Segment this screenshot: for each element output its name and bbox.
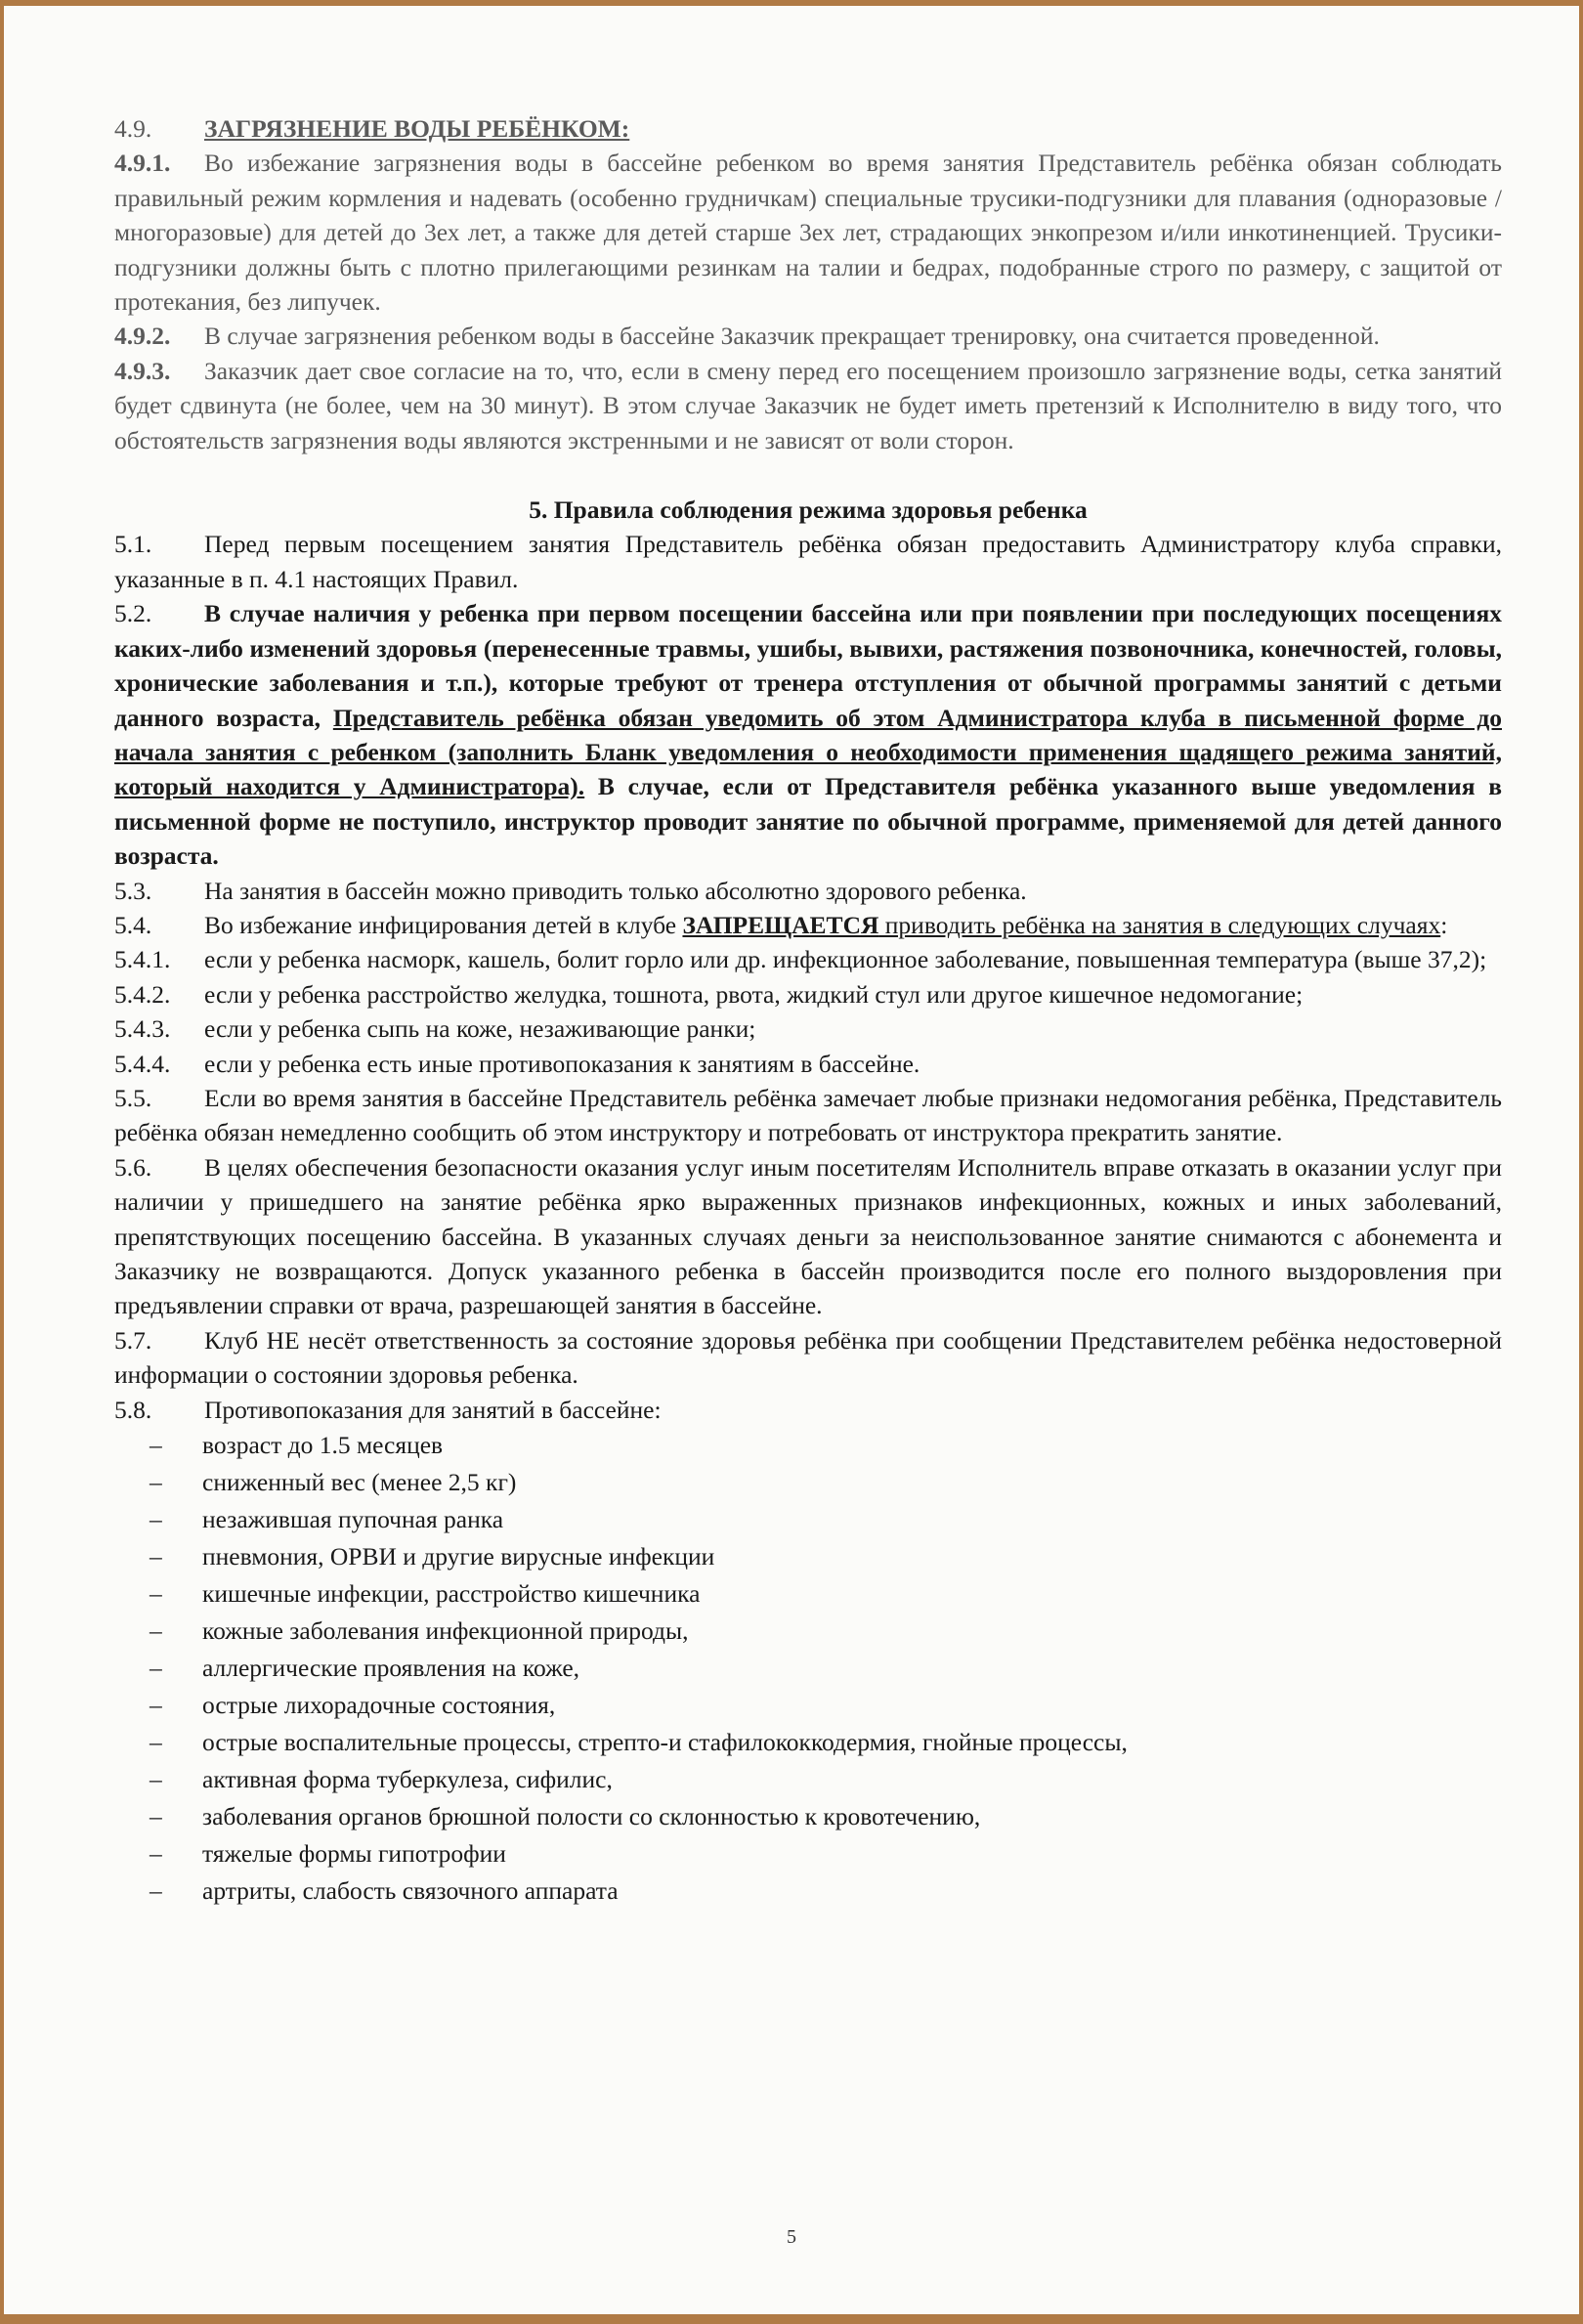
list-item-text: аллергические проявления на коже,	[202, 1654, 580, 1683]
clause-number: 5.6.	[114, 1152, 152, 1182]
document-body	[114, 111, 1502, 1910]
clause-4-9-1	[114, 146, 1502, 319]
clause-number: 5.4.4.	[114, 1049, 171, 1078]
dash-bullet: –	[150, 1579, 162, 1609]
clause-text: если у ребенка сыпь на коже, незаживающие ранки;	[204, 1014, 756, 1044]
list-item	[150, 1761, 1502, 1798]
dash-bullet: –	[150, 1468, 162, 1497]
clause-5-8	[114, 1393, 1502, 1427]
list-item	[150, 1650, 1502, 1687]
dash-bullet: –	[150, 1616, 162, 1646]
clause-text: Во избежание загрязнения воды в бассейне ребенком во время занятия Представитель ребёнка обязан соблюдать правильный режим кормления и надевать (особенно грудничкам) специальные трусики-подгузники для плавания (одноразовые / многоразовые) для детей до 3ех лет, а также для детей старше 3ех лет, страдающих энкопрезом и/или инкотиненцией. Трусики-подгузники должны быть с плотно прилегающими резинкам на талии и бедрах, подобранные строго по размеру, с защитой от протекания, без липучек.	[114, 149, 1502, 317]
clause-text: Если во время занятия в бассейне Представитель ребёнка замечает любые признаки недомогания ребёнка, Представитель ребёнка обязан немедленно сообщить об этом инструктору и потребовать от инструктора прекратить занятие.	[114, 1083, 1502, 1147]
clause-5-7	[114, 1323, 1502, 1393]
dash-bullet: –	[150, 1802, 162, 1831]
list-item	[150, 1464, 1502, 1501]
list-item-text: пневмония, ОРВИ и другие вирусные инфекции	[202, 1542, 715, 1571]
list-item	[150, 1687, 1502, 1724]
contraindications-list	[114, 1427, 1502, 1910]
dash-bullet: –	[150, 1765, 162, 1794]
dash-bullet: –	[150, 1728, 162, 1757]
page-number: 5	[787, 2226, 796, 2248]
dash-bullet: –	[150, 1505, 162, 1534]
clause-number: 5.5.	[114, 1083, 152, 1112]
clause-text: если у ребенка есть иные противопоказания к занятиям в бассейне.	[204, 1049, 920, 1078]
clause-text: В случае наличия у ребенка при первом посещении бассейна или при появлении при последующих посещениях каких-либо изменений здоровья (перенесенные травмы, ушибы, вывихи, растяжения позвоночника, конечностей, головы, хронические заболевания и т.п.), которые требуют от тренера отступления от обычной программы занятий с детьми данного возраста,	[114, 599, 1502, 732]
list-item-text: кожные заболевания инфекционной природы,	[202, 1616, 689, 1646]
clause-text-emphasis: ЗАПРЕЩАЕТСЯ	[682, 910, 879, 939]
list-item-text: незажившая пупочная ранка	[202, 1505, 504, 1534]
clause-text: Во избежание инфицирования детей в клубе	[204, 910, 683, 939]
clause-5-4-3	[114, 1011, 1502, 1046]
clause-text: если у ребенка насморк, кашель, болит горло или др. инфекционное заболевание, повышенная температура (выше 37,2);	[204, 945, 1487, 974]
clause-text: В случае загрязнения ребенком воды в бассейне Заказчик прекращает тренировку, она считается проведенной.	[204, 322, 1380, 351]
list-item	[150, 1613, 1502, 1650]
list-item-text: активная форма туберкулеза, сифилис,	[202, 1765, 613, 1794]
clause-number: 5.8.	[114, 1395, 152, 1424]
clause-4-9-3	[114, 354, 1502, 457]
clause-number: 5.4.	[114, 910, 152, 939]
clause-5-3	[114, 874, 1502, 908]
dash-bullet: –	[150, 1691, 162, 1720]
list-item	[150, 1798, 1502, 1835]
clause-text: Перед первым посещением занятия Представитель ребёнка обязан предоставить Администратору клуба справки, указанные в п. 4.1 настоящих Правил.	[114, 530, 1502, 593]
list-item	[150, 1724, 1502, 1761]
clause-text: Клуб НЕ несёт ответственность за состояние здоровья ребёнка при сообщении Представителем ребёнка недостоверной информации о состоянии здоровья ребенка.	[114, 1325, 1502, 1390]
clause-text: В случае, если от Представителя ребёнка указанного выше уведомления в письменной форме не поступило, инструктор проводит занятие по обычной программе, применяемой для детей данного возраста.	[114, 772, 1502, 871]
clause-5-5	[114, 1081, 1502, 1150]
clause-text: В целях обеспечения безопасности оказания услуг иным посетителям Исполнитель вправе отказать в оказании услуг при наличии у пришедшего на занятие ребёнка ярко выраженных признаков инфекционных, кожных и иных заболеваний, препятствующих посещению бассейна. В указанных случаях деньги за неиспользованное занятие снимаются с абонемента и Заказчику не возвращаются. Допуск указанного ребенка в бассейн производится после его полного выздоровления при предъявлении справки от врача, разрешающей занятия в бассейне.	[114, 1152, 1502, 1320]
list-item-text: кишечные инфекции, расстройство кишечника	[202, 1579, 701, 1609]
clause-text: :	[1440, 910, 1448, 939]
clause-5-4	[114, 908, 1502, 942]
clause-number: 5.7.	[114, 1325, 152, 1355]
list-item-text: возраст до 1.5 месяцев	[202, 1431, 444, 1460]
clause-text: Противопоказания для занятий в бассейне:	[204, 1395, 662, 1424]
clause-5-4-2	[114, 977, 1502, 1011]
list-item-text: острые лихорадочные состояния,	[202, 1691, 556, 1720]
clause-5-1	[114, 527, 1502, 596]
clause-number: 4.9.1.	[114, 149, 171, 178]
list-item-text: острые воспалительные процессы, стрепто-и стафилококкодермия, гнойные процессы,	[202, 1728, 1128, 1757]
clause-text: На занятия в бассейн можно приводить только абсолютно здорового ребенка.	[204, 876, 1027, 905]
clause-number: 5.3.	[114, 876, 152, 905]
clause-number: 5.4.1.	[114, 945, 171, 974]
clause-number: 5.4.3.	[114, 1014, 171, 1044]
section-title: ЗАГРЯЗНЕНИЕ ВОДЫ РЕБЁНКОМ:	[204, 114, 630, 143]
clause-number: 5.4.2.	[114, 979, 171, 1009]
clause-text: если у ребенка расстройство желудка, тошнота, рвота, жидкий стул или другое кишечное недомогание;	[204, 979, 1304, 1009]
dash-bullet: –	[150, 1876, 162, 1906]
clause-number: 5.1.	[114, 530, 152, 559]
clause-number: 4.9.2.	[114, 322, 171, 351]
list-item	[150, 1427, 1502, 1464]
clause-text: Заказчик дает свое согласие на то, что, если в смену перед его посещением произошло загрязнение воды, сетка занятий будет сдвинута (не более, чем на 30 минут). В этом случае Заказчик не будет иметь претензий к Исполнителю в виду того, что обстоятельств загрязнения воды являются экстренными и не зависят от воли сторон.	[114, 356, 1502, 454]
dash-bullet: –	[150, 1431, 162, 1460]
list-item	[150, 1835, 1502, 1872]
dash-bullet: –	[150, 1542, 162, 1571]
list-item-text: заболевания органов брюшной полости со склонностью к кровотечению,	[202, 1802, 981, 1831]
dash-bullet: –	[150, 1654, 162, 1683]
list-item	[150, 1538, 1502, 1575]
section-heading	[114, 111, 1502, 146]
section-5-title: 5. Правила соблюдения режима здоровья ребенка	[529, 495, 1088, 525]
document-page	[4, 6, 1579, 2314]
section-4-9	[114, 111, 1502, 457]
clause-5-4-1	[114, 942, 1502, 976]
list-item	[150, 1501, 1502, 1538]
clause-text-underlined: Представитель ребёнка обязан уведомить об этом Администратора клуба в письменной форме до начала занятия с ребенком (заполнить Бланк уведомления о необходимости применения щадящего режима занятий, который находится у Администратора).	[114, 703, 1502, 801]
clause-4-9-2	[114, 319, 1502, 353]
list-item	[150, 1575, 1502, 1613]
clause-5-2	[114, 596, 1502, 873]
clause-number: 5.2.	[114, 599, 152, 628]
clause-5-4-4	[114, 1047, 1502, 1081]
list-item-text: тяжелые формы гипотрофии	[202, 1839, 506, 1869]
clause-text-underlined: приводить ребёнка на занятия в следующих случаях	[878, 910, 1441, 939]
clause-5-6	[114, 1150, 1502, 1323]
section-number: 4.9.	[114, 114, 152, 143]
list-item	[150, 1872, 1502, 1910]
clause-number: 4.9.3.	[114, 356, 171, 385]
list-item-text: сниженный вес (менее 2,5 кг)	[202, 1468, 517, 1497]
list-item-text: артриты, слабость связочного аппарата	[202, 1876, 619, 1906]
dash-bullet: –	[150, 1839, 162, 1869]
